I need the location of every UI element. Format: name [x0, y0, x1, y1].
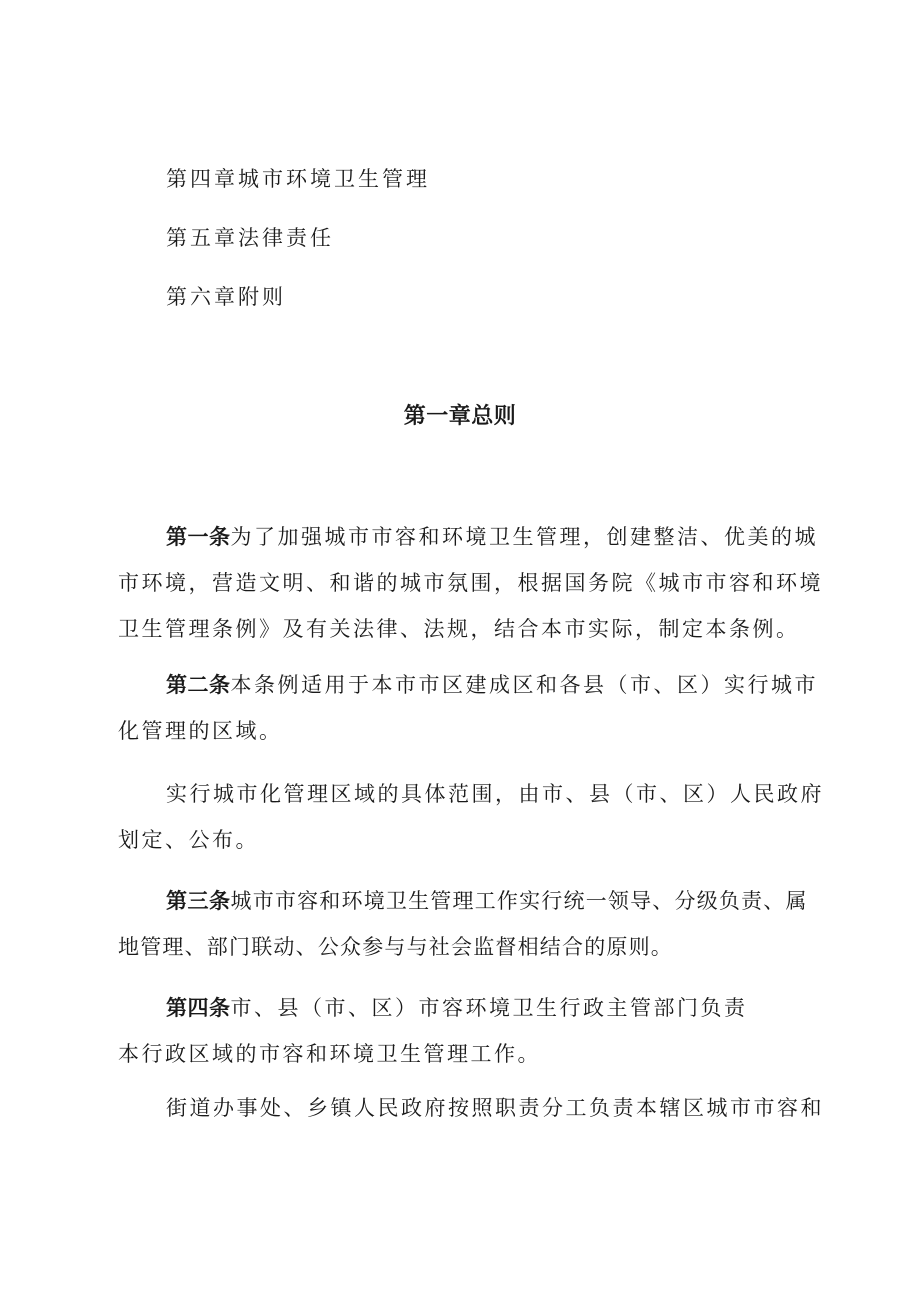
article-4-label: 第四条	[166, 996, 231, 1020]
article-3-label: 第三条	[166, 889, 231, 913]
article-4-paragraph-2-text: 街道办事处、乡镇人民政府按照职责分工负责本辖区城市市容和	[166, 1096, 824, 1120]
article-2	[118, 662, 824, 754]
article-1-label: 第一条	[166, 525, 231, 549]
article-1	[118, 514, 824, 652]
article-2-text: 本条例适用于本市市区建成区和各县（市、区）实行城市化管理的区域。	[118, 673, 818, 743]
toc-item-chapter-4: 第四章城市环境卫生管理	[166, 167, 430, 191]
article-3-text: 城市市容和环境卫生管理工作实行统一领导、分级负责、属地管理、部门联动、公众参与与社会监督相结合的原则。	[118, 889, 808, 959]
chapter-title: 第一章总则	[403, 404, 517, 429]
article-4	[118, 985, 824, 1031]
toc-item-chapter-5: 第五章法律责任	[166, 226, 334, 250]
article-4-paragraph-2	[118, 1085, 824, 1131]
article-2-paragraph-2-text: 实行城市化管理区域的具体范围，由市、县（市、区）人民政府划定、公布。	[118, 782, 824, 852]
article-4-text: 市、县（市、区）市容环境卫生行政主管部门负责	[230, 996, 748, 1020]
toc-item-chapter-6: 第六章附则	[166, 285, 286, 309]
article-2-paragraph-2	[118, 771, 824, 863]
article-3	[118, 878, 824, 970]
article-1-text: 为了加强城市市容和环境卫生管理，创建整洁、优美的城市环境，营造文明、和谐的城市氛围，根据国务院《城市市容和环境卫生管理条例》及有关法律、法规，结合本市实际，制定本条例。	[118, 525, 823, 641]
article-2-label: 第二条	[166, 673, 231, 697]
article-4-continuation: 本行政区域的市容和环境卫生管理工作。	[118, 1042, 541, 1066]
